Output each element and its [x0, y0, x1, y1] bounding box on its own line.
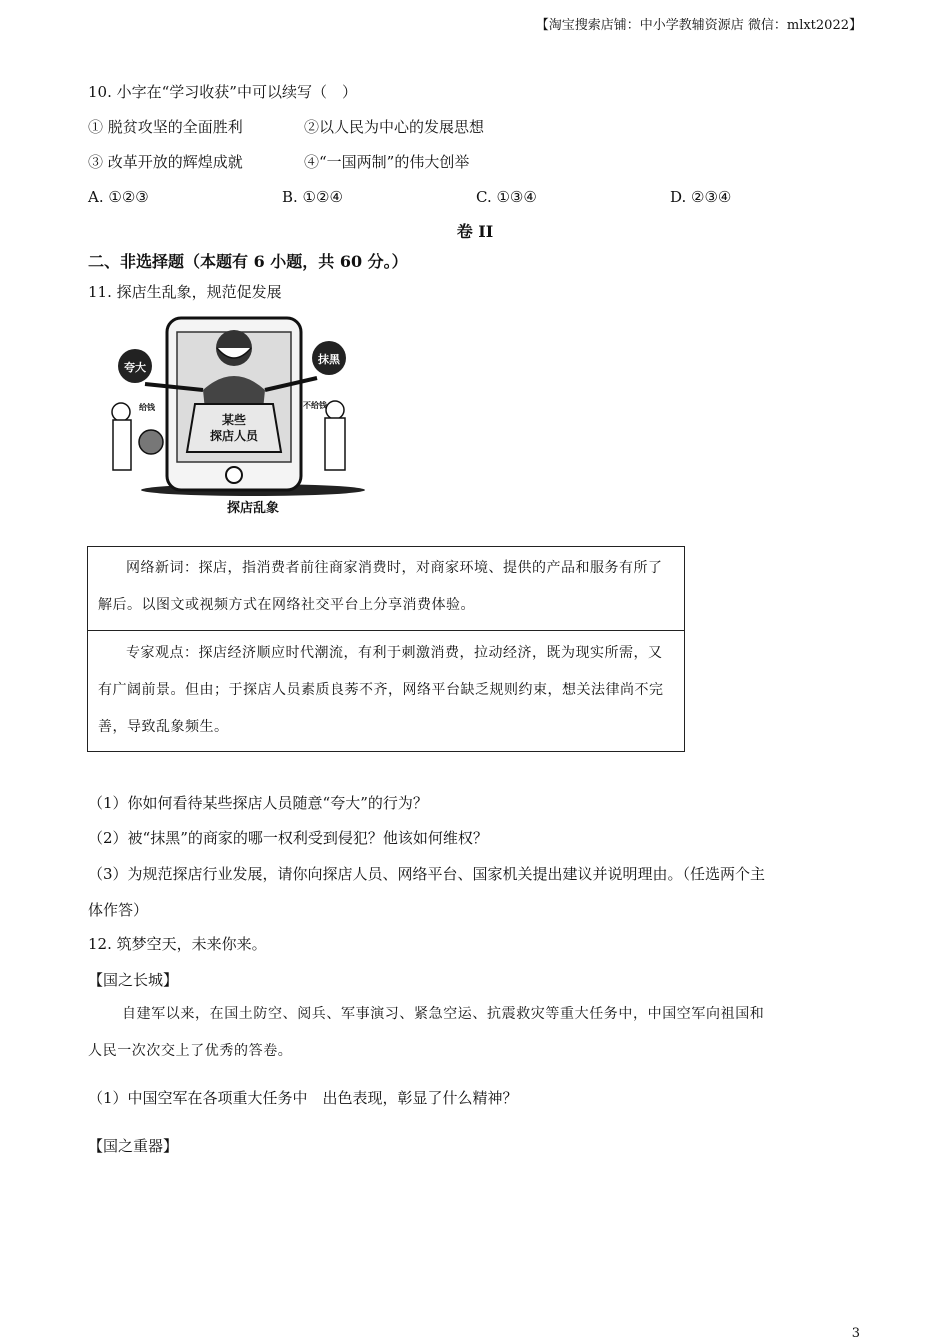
phone-home-button — [226, 467, 242, 483]
q10-item-2: ②以人民为中心的发展思想 — [304, 118, 485, 136]
cartoon-illustration — [103, 312, 365, 518]
q10-item-1: ① 脱贫攻坚的全面胜利 — [88, 118, 243, 136]
q12-paragraph-line1: 自建军以来，在国土防空、阅兵、军事演习、紧急空运、抗震救灾等重大任务中，中国空军向祖国和 — [122, 1006, 765, 1022]
bag — [187, 404, 281, 452]
bag-text-line2: 探店人员 — [209, 429, 259, 443]
info-table-row-2-text: 专家观点：探店经济顺应时代潮流，有利于刺激消费，拉动经济，既为现实所需，又有广阔前景。但由；于探店人员素质良莠不齐，网络平台缺乏规则约束，想关法律尚不完善，导致乱象频生。 — [98, 645, 664, 735]
q11-sub2: （2）被“抹黑”的商家的哪一权利受到侵犯？他该如何维权？ — [88, 829, 488, 847]
bag-text-line1: 某些 — [221, 413, 247, 427]
chef-left-head — [112, 403, 130, 421]
info-table — [87, 546, 685, 752]
sign-right-text: 抹黑 — [318, 353, 340, 366]
chef-right-head — [326, 401, 344, 419]
part2-title: 二、非选择题（本题有 6 小题，共 60 分。） — [88, 252, 408, 271]
page-number: 3 — [851, 1326, 860, 1341]
page-header: 【淘宝搜索店铺：中小学教辅资源店 微信：mlxt2022】 — [535, 18, 862, 33]
q10-item-4: ④“一国两制”的伟大创举 — [304, 153, 470, 171]
info-table-row-1 — [88, 547, 684, 631]
q12-stem: 12. 筑梦空天，未来你来。 — [88, 935, 267, 953]
q10-option-c: C. ①③④ — [476, 188, 537, 206]
q10-option-b: B. ①②④ — [282, 188, 343, 206]
q10-option-d: D. ②③④ — [670, 188, 732, 206]
q12-sub1: （1）中国空军在各项重大任务中 出色表现，彰显了什么精神？ — [88, 1089, 518, 1107]
money-bag — [139, 430, 163, 454]
tag-left-text: 给钱 — [139, 403, 155, 412]
q11-sub3-line2: 体作答） — [88, 901, 149, 919]
q11-stem: 11. 探店生乱象，规范促发展 — [88, 283, 282, 301]
q11-sub1: （1）你如何看待某些探店人员随意“夸大”的行为？ — [88, 794, 428, 812]
chef-right-body — [325, 418, 345, 470]
tag-right-text: 不给钱 — [303, 401, 327, 410]
q10-item-3: ③ 改革开放的辉煌成就 — [88, 153, 243, 171]
q11-sub3-line1: （3）为规范探店行业发展，请你向探店人员、网络平台、国家机关提出建议并说明理由。（任选两个主 — [88, 865, 766, 883]
q10-stem: 10. 小字在“学习收获”中可以续写（ ） — [88, 83, 357, 101]
chef-left-body — [113, 420, 131, 470]
info-table-row-1-text: 网络新词：探店，指消费者前往商家消费时，对商家环境、提供的产品和服务有所了解后。以图文或视频方式在网络社交平台上分享消费体验。 — [98, 560, 663, 613]
sign-left-text: 夸大 — [124, 361, 146, 374]
q10-option-a: A. ①②③ — [88, 188, 149, 206]
q12-heading-2: 【国之重器】 — [88, 1137, 179, 1155]
section-title: 卷 II — [456, 222, 494, 241]
q12-paragraph-line2: 人民一次次交上了优秀的答卷。 — [88, 1043, 293, 1059]
cartoon-caption: 探店乱象 — [226, 501, 280, 516]
q12-heading-1: 【国之长城】 — [88, 971, 179, 989]
